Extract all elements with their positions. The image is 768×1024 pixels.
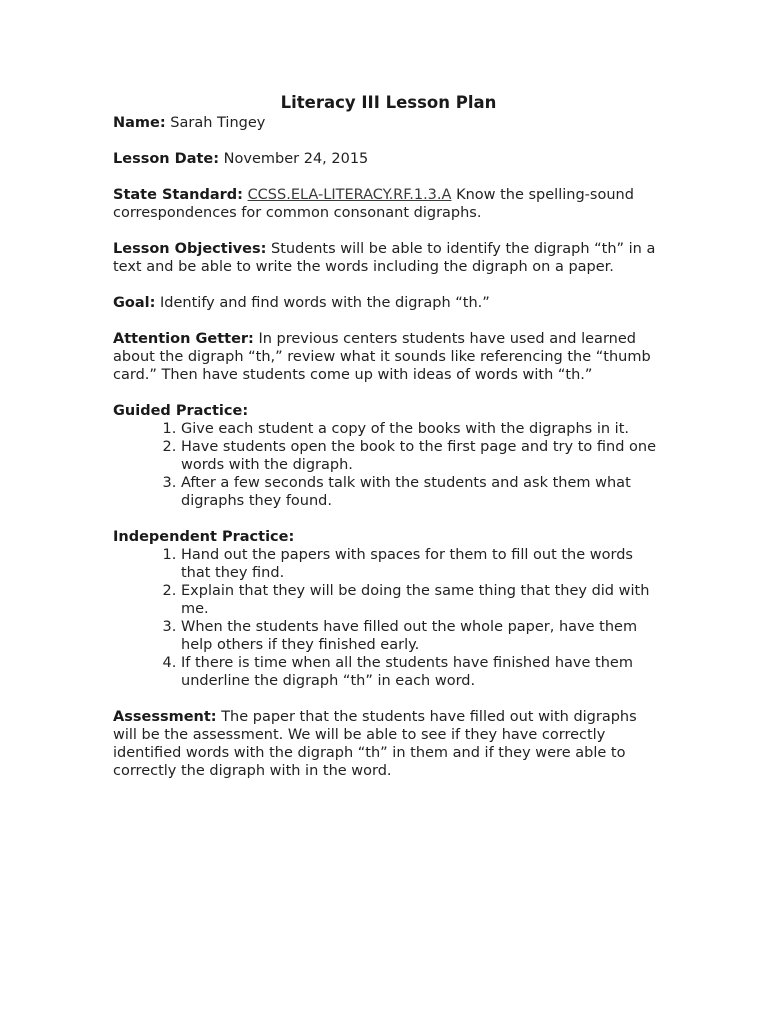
attention-getter-field (113, 330, 660, 384)
goal-label: Goal: (113, 295, 156, 311)
name-value: Sarah Tingey (170, 115, 266, 131)
lesson-date-label: Lesson Date: (113, 151, 220, 167)
lesson-date-value: November 24, 2015 (223, 151, 369, 167)
list-item: 2. Have students open the book to the first page and try to find one words with the digraph. (181, 438, 660, 474)
lesson-objectives-field (113, 240, 660, 276)
attention-getter-text: In previous centers students have used and learned about the digraph “th,” review what it sounds like referencing the “thumb card.” Then have students come up with ideas of words with “th.” (113, 331, 651, 383)
guided-practice-heading: Guided Practice: (113, 403, 249, 419)
goal-field (113, 294, 660, 312)
assessment-label: Assessment: (113, 709, 217, 725)
independent-practice-list (113, 546, 660, 690)
lesson-date-field (113, 150, 660, 168)
goal-text: Identify and find words with the digraph “th.” (160, 295, 490, 311)
lesson-objectives-label: Lesson Objectives: (113, 241, 267, 257)
list-item: 1. Hand out the papers with spaces for them to fill out the words that they find. (181, 546, 660, 582)
attention-getter-label: Attention Getter: (113, 331, 254, 347)
lesson-objectives-text: Students will be able to identify the digraph “th” in a text and be able to write the words including the digraph on a paper. (113, 241, 656, 275)
list-item: 2. Explain that they will be doing the same thing that they did with me. (181, 582, 660, 618)
state-standard-label: State Standard: (113, 187, 243, 203)
document-title: Literacy III Lesson Plan (280, 93, 497, 112)
list-item: 3. After a few seconds talk with the students and ask them what digraphs they found. (181, 474, 660, 510)
list-item: 3. When the students have filled out the whole paper, have them help others if they finished early. (181, 618, 660, 654)
name-label: Name: (113, 115, 166, 131)
list-item: 4. If there is time when all the students have finished have them underline the digraph “th” in each word. (181, 654, 660, 690)
state-standard-field (113, 186, 660, 222)
assessment-text: The paper that the students have filled out with digraphs will be the assessment. We will be able to see if they have correctly identified words with the digraph “th” in them and if they were able to correctly the digraph with in the word. (113, 709, 637, 779)
assessment-field (113, 708, 660, 780)
list-item: 1. Give each student a copy of the books with the digraphs in it. (181, 420, 660, 438)
name-field (113, 114, 660, 132)
guided-practice-list (113, 420, 660, 510)
independent-practice-heading: Independent Practice: (113, 529, 295, 545)
state-standard-link[interactable]: CCSS.ELA-LITERACY.RF.1.3.A (247, 187, 452, 203)
state-standard-text: Know the spelling-sound correspondences for common consonant digraphs. (113, 187, 634, 221)
